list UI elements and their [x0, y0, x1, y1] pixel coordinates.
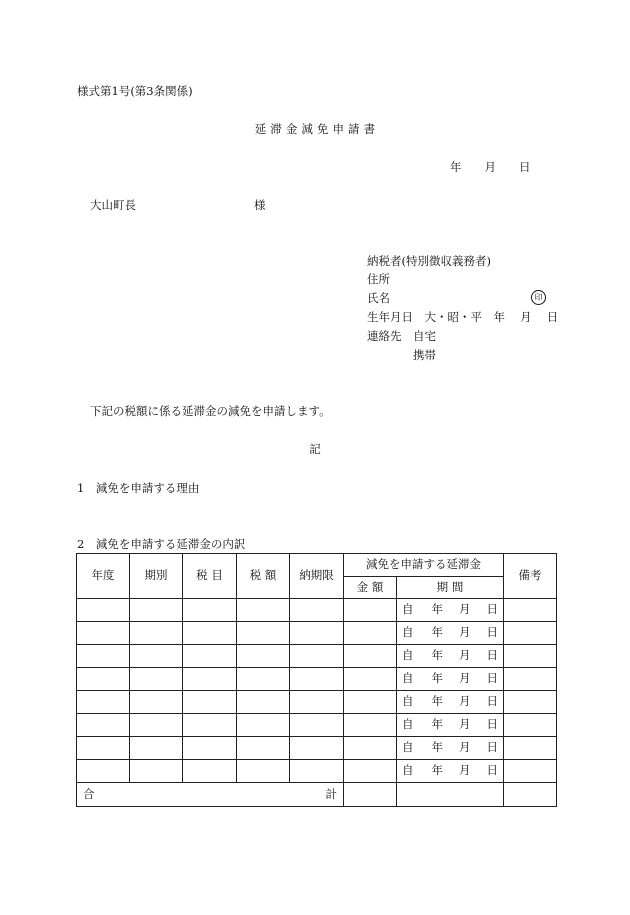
period-word: 自: [402, 717, 414, 732]
period-word: 自: [402, 671, 414, 686]
period-word: 自: [402, 625, 414, 640]
header-fiscal-year: 年度: [77, 554, 130, 599]
header-due-date: 納期限: [290, 554, 344, 599]
term-cell[interactable]: [130, 668, 183, 691]
remarks-cell[interactable]: [504, 599, 557, 622]
tax-item-cell[interactable]: [183, 645, 237, 668]
period-word: 自: [402, 648, 414, 663]
term-cell[interactable]: [130, 599, 183, 622]
total-period-cell: [397, 783, 504, 807]
tax-amount-cell[interactable]: [237, 668, 290, 691]
form-number: 様式第1号(第3条関係): [77, 84, 193, 98]
due-date-cell[interactable]: [290, 645, 344, 668]
amount-cell[interactable]: [344, 645, 397, 668]
fiscal-year-cell[interactable]: [77, 691, 130, 714]
amount-cell[interactable]: [344, 668, 397, 691]
tax-item-cell[interactable]: [183, 668, 237, 691]
period-cell[interactable]: [397, 599, 504, 622]
remarks-cell[interactable]: [504, 737, 557, 760]
period-word: 自: [402, 740, 414, 755]
period-word: 日: [486, 625, 498, 640]
fiscal-year-cell[interactable]: [77, 668, 130, 691]
period-word: 月: [459, 694, 471, 709]
period-word: 月: [459, 648, 471, 663]
fiscal-year-cell[interactable]: [77, 737, 130, 760]
tax-amount-cell[interactable]: [237, 691, 290, 714]
tax-amount-cell[interactable]: [237, 714, 290, 737]
seal-icon: 印: [531, 290, 546, 305]
header-amount: 金 額: [344, 577, 397, 599]
term-cell[interactable]: [130, 622, 183, 645]
period-word: 年: [431, 763, 443, 778]
period-word: 日: [486, 740, 498, 755]
period-word: 日: [486, 694, 498, 709]
period-cell[interactable]: [397, 714, 504, 737]
period-word: 自: [402, 694, 414, 709]
tax-amount-cell[interactable]: [237, 737, 290, 760]
term-cell[interactable]: [130, 645, 183, 668]
header-tax-amount: 税 額: [237, 554, 290, 599]
request-statement: 下記の税額に係る延滞金の減免を申請します。: [90, 404, 331, 418]
contact-label: 連絡先 自宅: [367, 329, 436, 343]
due-date-cell[interactable]: [290, 737, 344, 760]
header-remarks: 備考: [504, 554, 557, 599]
period-word: 月: [459, 625, 471, 640]
amount-cell[interactable]: [344, 599, 397, 622]
period-cell[interactable]: [397, 622, 504, 645]
fiscal-year-cell[interactable]: [77, 714, 130, 737]
table-row: [77, 599, 557, 622]
table-row: [77, 668, 557, 691]
period-word: 年: [431, 717, 443, 732]
amount-cell[interactable]: [344, 691, 397, 714]
table-row: [77, 645, 557, 668]
period-word: 自: [402, 763, 414, 778]
mobile-label: 携帯: [413, 348, 436, 362]
tax-item-cell[interactable]: [183, 714, 237, 737]
due-date-cell[interactable]: [290, 714, 344, 737]
tax-item-cell[interactable]: [183, 622, 237, 645]
remarks-cell[interactable]: [504, 691, 557, 714]
tax-item-cell[interactable]: [183, 691, 237, 714]
term-cell[interactable]: [130, 760, 183, 783]
fiscal-year-cell[interactable]: [77, 599, 130, 622]
tax-amount-cell[interactable]: [237, 622, 290, 645]
applicant-heading: 納税者(特別徴収義務者): [367, 254, 491, 268]
period-word: 月: [459, 602, 471, 617]
table-row: [77, 691, 557, 714]
due-date-cell[interactable]: [290, 668, 344, 691]
amount-cell[interactable]: [344, 622, 397, 645]
period-word: 年: [431, 671, 443, 686]
remarks-cell[interactable]: [504, 645, 557, 668]
total-right-label: 計: [325, 786, 337, 801]
period-word: 自: [402, 602, 414, 617]
recipient-name: 大山町長: [90, 198, 136, 212]
breakdown-table: [76, 553, 557, 807]
total-label: [77, 783, 344, 807]
name-label: 氏名: [367, 291, 390, 305]
fiscal-year-cell[interactable]: [77, 645, 130, 668]
total-remarks-cell[interactable]: [504, 783, 557, 807]
period-word: 月: [459, 671, 471, 686]
term-cell[interactable]: [130, 691, 183, 714]
due-date-cell[interactable]: [290, 760, 344, 783]
birth-date-label: 生年月日 大・昭・平 年 月 日: [367, 310, 559, 324]
recipient-honorific: 様: [254, 198, 266, 212]
period-cell[interactable]: [397, 645, 504, 668]
period-cell[interactable]: [397, 737, 504, 760]
total-amount-cell[interactable]: [344, 783, 397, 807]
period-word: 年: [431, 648, 443, 663]
record-label: 記: [309, 442, 321, 456]
tax-amount-cell[interactable]: [237, 760, 290, 783]
section-reason-heading: 1 減免を申請する理由: [77, 481, 200, 495]
period-word: 年: [431, 602, 443, 617]
application-date: 年 月 日: [450, 160, 531, 174]
table-row: [77, 737, 557, 760]
remarks-cell[interactable]: [504, 622, 557, 645]
period-word: 日: [486, 602, 498, 617]
period-word: 日: [486, 763, 498, 778]
tax-item-cell[interactable]: [183, 599, 237, 622]
period-word: 日: [486, 717, 498, 732]
tax-amount-cell[interactable]: [237, 599, 290, 622]
header-tax-item: 税 目: [183, 554, 237, 599]
period-word: 月: [459, 763, 471, 778]
fiscal-year-cell[interactable]: [77, 622, 130, 645]
period-word: 月: [459, 740, 471, 755]
amount-cell[interactable]: [344, 714, 397, 737]
section-breakdown-heading: 2 減免を申請する延滞金の内訳: [77, 537, 246, 551]
header-period: 期 間: [397, 577, 504, 599]
address-label: 住所: [367, 272, 390, 286]
remarks-cell[interactable]: [504, 714, 557, 737]
period-cell[interactable]: [397, 668, 504, 691]
period-cell[interactable]: [397, 691, 504, 714]
period-word: 年: [431, 740, 443, 755]
amount-cell[interactable]: [344, 760, 397, 783]
period-cell[interactable]: [397, 760, 504, 783]
total-left-label: 合: [83, 786, 95, 801]
period-word: 月: [459, 717, 471, 732]
header-delinquency-group: 減免を申請する延滞金: [344, 554, 504, 577]
period-word: 日: [486, 648, 498, 663]
fiscal-year-cell[interactable]: [77, 760, 130, 783]
term-cell[interactable]: [130, 714, 183, 737]
period-word: 日: [486, 671, 498, 686]
due-date-cell[interactable]: [290, 691, 344, 714]
due-date-cell[interactable]: [290, 599, 344, 622]
period-word: 年: [431, 625, 443, 640]
term-cell[interactable]: [130, 737, 183, 760]
header-term: 期別: [130, 554, 183, 599]
tax-item-cell[interactable]: [183, 760, 237, 783]
tax-item-cell[interactable]: [183, 737, 237, 760]
remarks-cell[interactable]: [504, 760, 557, 783]
table-row: [77, 622, 557, 645]
due-date-cell[interactable]: [290, 622, 344, 645]
remarks-cell[interactable]: [504, 668, 557, 691]
period-word: 年: [431, 694, 443, 709]
document-title: 延 滞 金 減 免 申 請 書: [254, 122, 376, 136]
tax-amount-cell[interactable]: [237, 645, 290, 668]
table-row: [77, 714, 557, 737]
table-row: [77, 760, 557, 783]
amount-cell[interactable]: [344, 737, 397, 760]
